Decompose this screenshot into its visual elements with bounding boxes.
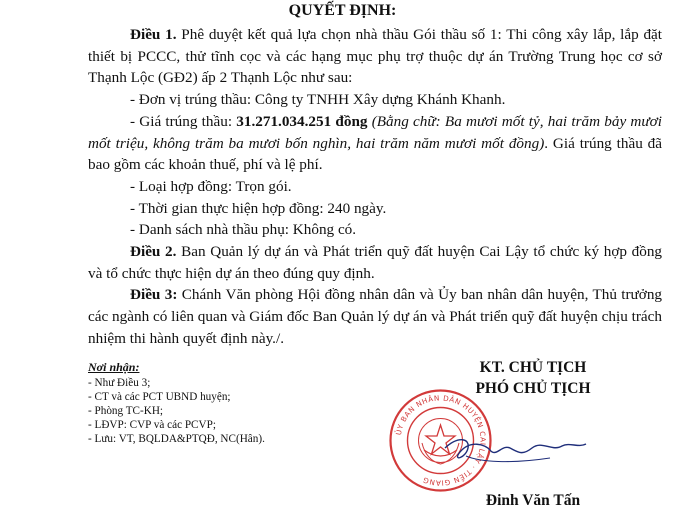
article-2 <box>88 241 662 284</box>
recipient-item: - Phòng TC-KH; <box>88 405 164 418</box>
article-3-text: Chánh Văn phòng Hội đồng nhân dân và Ủy ban nhân dân huyện, Thủ trưởng các ngành có liên quan và Giám đốc Ban Quản lý dự án và Phát triển quỹ đất huyện chịu trách nhiệm thi hành quyết định này./. <box>88 286 663 347</box>
article-2-text: Ban Quản lý dự án và Phát triển quỹ đất huyện Cai Lậy tổ chức ký hợp đồng và tổ chức thực hiện dự án theo đúng quy định. <box>88 243 663 282</box>
decision-body <box>88 24 662 350</box>
item-contractor: - Đơn vị trúng thầu: Công ty TNHH Xây dựng Khánh Khanh. <box>130 91 506 109</box>
article-1-text: Phê duyệt kết quả lựa chọn nhà thầu Gói thầu số 1: Thi công xây lắp, lắp đặt thiết bị PCCC, thử tĩnh cọc và các hạng mục phụ trợ thuộc dự án Trường Trung học cơ sở Thạnh Lộc (GĐ2) ấp 2 Thạnh Lộc như sau: <box>88 26 662 87</box>
signature-title-line2: PHÓ CHỦ TỊCH <box>475 380 591 397</box>
price-in-words: (Bằng chữ: Ba mươi mốt tỷ, hai trăm bảy mươi mốt triệu, không trăm ba mươi bốn nghìn, hai trăm năm mươi mốt đồng) <box>88 112 662 152</box>
recipient-item: - CT và các PCT UBND huyện; <box>88 391 231 404</box>
recipient-item: - Như Điều 3; <box>88 377 151 390</box>
price-value: 31.271.034.251 đồng <box>236 112 368 130</box>
recipients-block <box>88 360 388 447</box>
item-contract-type: - Loại hợp đồng: Trọn gói. <box>130 177 292 195</box>
article-3-label: Điều 3: <box>130 286 178 304</box>
item-duration: - Thời gian thực hiện hợp đồng: 240 ngày. <box>130 199 387 217</box>
article-1-label: Điều 1. <box>130 26 177 43</box>
article-1 <box>88 24 662 89</box>
recipient-item: - Lưu: VT, BQLDA&PTQĐ, NC(Hân). <box>88 433 265 446</box>
decision-heading: QUYẾT ĐỊNH: <box>288 2 397 19</box>
price-suffix: . Giá trúng thầu đã bao gồm các khoản thuế, phí và lệ phí. <box>88 134 662 174</box>
article-2-label: Điều 2. <box>130 243 177 261</box>
handwritten-signature-icon <box>440 418 590 478</box>
item-subcontractors: - Danh sách nhà thầu phụ: Không có. <box>130 221 357 239</box>
seal-text: ỦY BAN NHÂN DÂN HUYỆN CAI LẬY · TIỀN GIANG <box>393 393 488 488</box>
article-3 <box>88 284 662 349</box>
recipient-item: - LĐVP: CVP và các PCVP; <box>88 419 216 432</box>
signature-title-line1: KT. CHỦ TỊCH <box>479 359 587 376</box>
signer-name: Đinh Văn Tấn <box>485 492 581 509</box>
price-prefix: - Giá trúng thầu: <box>130 112 237 130</box>
recipients-title: Nơi nhận: <box>88 360 140 374</box>
item-price <box>88 111 662 176</box>
